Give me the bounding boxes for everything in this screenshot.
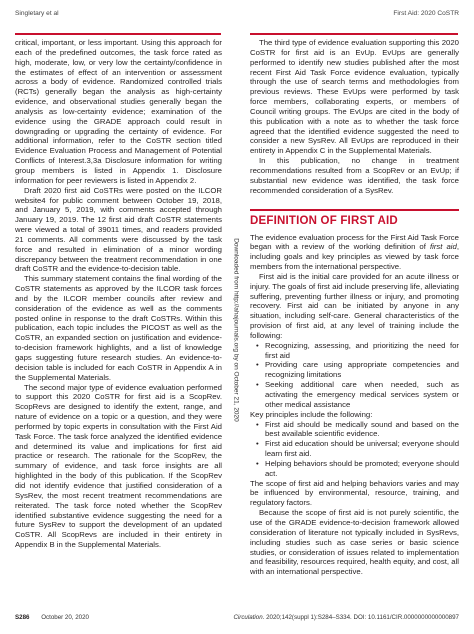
paragraph: In this publication, no change in treatment recommendations resulted from a ScopRev or an EvUp; if substantial new evidence was identified, the task force recommended consideration of a SysRev.: [250, 156, 459, 195]
journal-name: Circulation: [233, 614, 263, 621]
citation: [233, 614, 459, 621]
download-watermark: [230, 160, 242, 500]
right-column-top-rule: [250, 33, 458, 35]
page-footer: [15, 614, 459, 626]
download-watermark-text: Downloaded from http://ahajournals.org by on October 21, 2020: [232, 238, 240, 422]
right-column: [250, 38, 459, 577]
publication-date: October 20, 2020: [41, 614, 90, 621]
list-item: • First aid education should be universal; everyone should learn first aid.: [250, 439, 459, 459]
paragraph: First aid is the initial care provided for an acute illness or injury. The goals of first aid include preserving life, alleviating suffering, preventing further illness or injury, and promoting recovery. First aid can be initiated by anyone in any situation, including self-care. General characteristics of the provision of first aid, at any level of training include the following:: [250, 271, 459, 340]
paragraph-text: The evidence evaluation process for the First Aid Task Force began with a review of the working definition of: [250, 232, 459, 252]
paragraph: [250, 233, 459, 272]
bullet-list: [250, 341, 459, 410]
list-item: • Providing care using appropriate competencies and recognizing limitations: [250, 360, 459, 380]
running-header: [15, 10, 459, 22]
paragraph: critical, important, or less important. Using this approach for each of the predefined outcomes, the task force rated as high, moderate, low, or very low the certainty/confidence in the estimates of effect of an intervention or assessment across a body of evidence. Randomized controlled trials (RCTs) generally began the analysis as high-certainty evidence, and observational studies generally began the analysis as low-certainty evidence; examination of the evidence using the GRADE approach could result in downgrading or upgrading the certainty of evidence. For additional information, refer to the CoSTR section titled Evidence Evaluation Process and Management of Potential Conflicts of Interest.3,3a Disclosure information for writing group members is listed in Appendix 1. Disclosure information for peer reviewers is listed in Appendix 2.: [15, 38, 222, 185]
bullet-list: [250, 420, 459, 479]
header-title: First Aid: 2020 CoSTR: [393, 10, 459, 17]
page-number: S286: [15, 614, 30, 621]
paragraph-text: , including goals and key principles as viewed by task force members from the international perspective.: [250, 242, 459, 272]
left-column: [15, 38, 222, 550]
emphasis-text: first aid: [429, 242, 457, 252]
paragraph: Draft 2020 first aid CoSTRs were posted on the ILCOR website4 for public comment between October 19, 2018, and January 5, 2019, with comments accepted through January 19, 2019. The 12 first aid draft CoSTR statements were viewed a total of 39011 times, and readers provided 21 comments. All comments were discussed by the task force and resulted in elimination of a minor wording discrepancy between the treatment recommendation in one draft CoSTR and the evidence-to-decision table.: [15, 185, 222, 274]
list-item: • Helping behaviors should be promoted; everyone should act.: [250, 459, 459, 479]
list-item: • Recognizing, assessing, and prioritizing the need for first aid: [250, 341, 459, 361]
paragraph: Key principles include the following:: [250, 409, 373, 419]
paragraph: The scope of first aid and helping behaviors varies and may be influenced by environmental, resource, training, and regulatory factors.: [250, 478, 459, 508]
paragraph: The third type of evidence evaluation supporting this 2020 CoSTR for first aid is an EvUp. EvUps are generally performed to identify new studies published after the most recent First Aid Task Force evidence evaluation, typically through the use of search terms and methodologies from previous reviews. These EvUps were performed by task force members, collaborating experts, or members of Council writing groups. The EvUps are cited in the body of this publication with a note as to whether the task force agreed that the identified evidence suggested the need to consider a new SysRev. All EvUps are reproduced in their entirety in Appendix C in the Supplemental Materials.: [250, 38, 459, 156]
list-item: • First aid should be medically sound and based on the best available scientific evidence.: [250, 420, 459, 440]
paragraph: This summary statement contains the final wording of the CoSTR statements as approved by the ILCOR task forces and by the ILCOR member councils after review and consideration of the evidence as well as the comments posted online in response to the draft CoSTRs. Within this publication, each topic includes the PICOST as well as the CoSTR, an expanded section on justification and evidence-to-decision framework highlights, and a list of knowledge gaps suggesting future research studies. An evidence-to-decision table is included for each CoSTR in Appendix A in the Supplemental Materials.: [15, 274, 222, 382]
citation-details: . 2020;142(suppl 1):S284–S334. DOI: 10.1161/CIR.0000000000000897: [262, 614, 459, 621]
paragraph: The second major type of evidence evaluation performed to support this 2020 CoSTR for first aid is a ScopRev. ScopRevs are designed to identify the extent, range, and nature of evidence on a topic or a question, and they were performed by topic experts in consultation with the First Aid Task Force. The task force analyzed the identified evidence and determined its value and implications for first aid practice or research. The rationale for the ScopRev, the summary of evidence, and task force insights are all highlighted in the body of this publication. If the ScopRev did not identify evidence that justified consideration of a SysRev, the most recent treatment recommendations are reiterated. The task force noted whether the ScopRev identified substantive evidence suggesting the need for a future SysRev to support the development of an updated CoSTR. All ScopRevs are included in their entirety in Appendix B in the Supplemental Materials.: [15, 382, 222, 550]
paragraph: Because the scope of first aid is not purely scientific, the use of the GRADE evidence-to-decision framework allowed consideration of literature not typically included in SysRevs, including studies such as case series or basic science studies, or consideration of issues related to implementation and feasibility, resources required, health equity, and cost, all with an international perspective.: [250, 508, 459, 577]
list-item: • Seeking additional care when needed, such as activating the emergency medical services system or other medical assistance: [250, 380, 459, 410]
header-authors: Singletary et al: [15, 10, 59, 17]
left-column-top-rule: [15, 33, 221, 35]
section-heading: DEFINITION OF FIRST AID: [250, 214, 398, 227]
section-rule: [250, 209, 459, 211]
